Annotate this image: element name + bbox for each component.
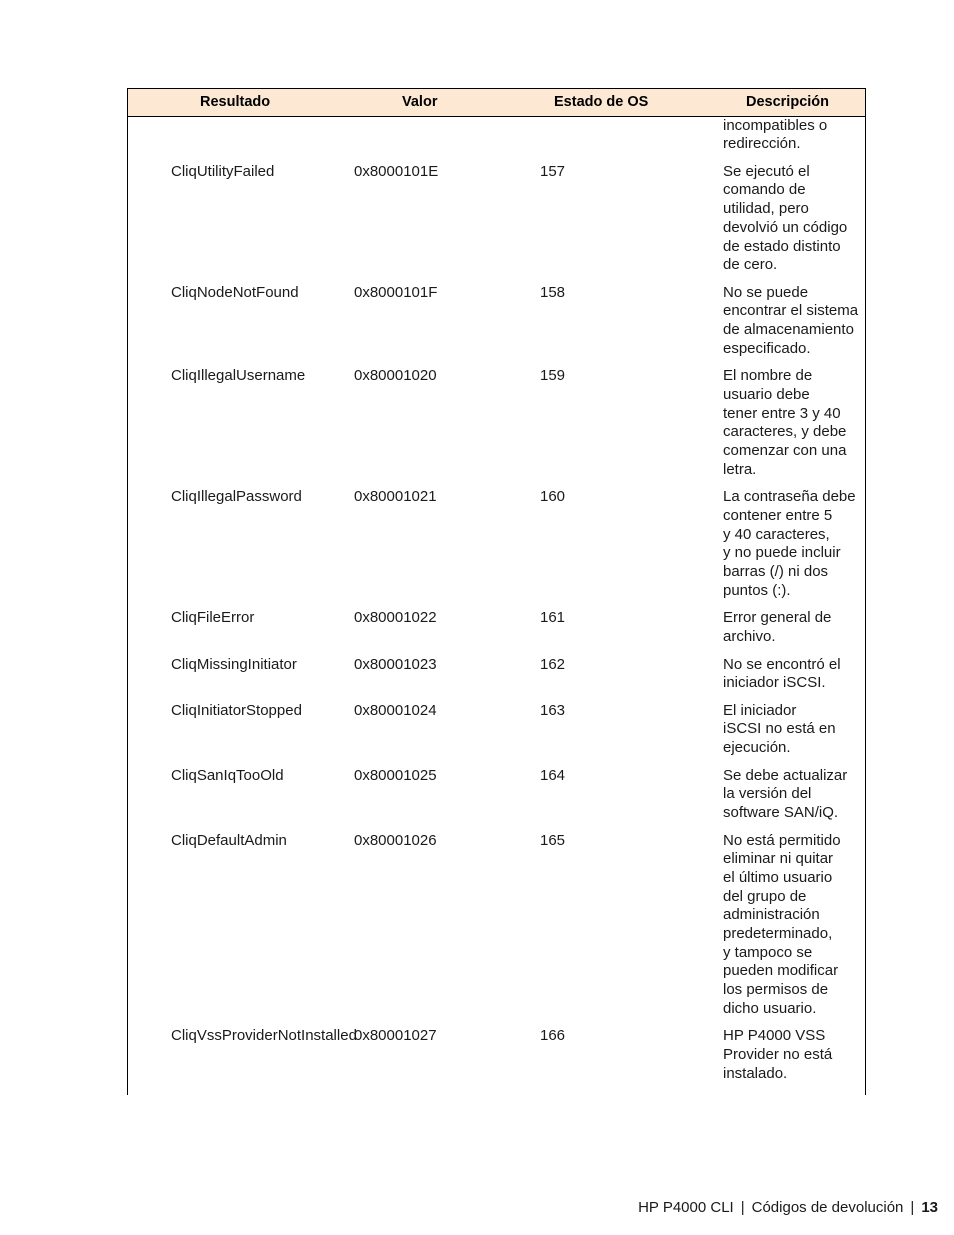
description-line: iniciador iSCSI. [723, 674, 826, 692]
description-line: archivo. [723, 628, 776, 645]
header-value: Valor [402, 94, 438, 110]
value-cell: 0x80001022 [354, 609, 437, 627]
description-line: puntos (:). [723, 581, 791, 599]
description-line: y no puede incluir [723, 544, 841, 562]
value-cell: 0x8000101E [354, 162, 439, 180]
return-codes-table [127, 88, 866, 1095]
description-line: Se ejecutó el [723, 162, 810, 180]
os-status-cell: 165 [540, 831, 566, 849]
header-result: Resultado [200, 94, 271, 110]
description-line: administración [723, 906, 820, 924]
description-line: de almacenamiento [723, 321, 854, 339]
description-line: dicho usuario. [723, 999, 817, 1017]
os-status-cell: 158 [540, 283, 566, 301]
result-cell: CliqUtilityFailed [171, 162, 275, 180]
table-header [127, 88, 866, 117]
description-line: caracteres, y debe [723, 423, 847, 441]
description-line: y 40 caracteres, [723, 525, 830, 543]
description-line: iSCSI no está en [723, 720, 836, 738]
table-left-border [127, 88, 128, 1095]
description-line: Provider no está [723, 1046, 833, 1063]
value-cell: 0x80001023 [354, 655, 437, 673]
os-status-cell: 166 [540, 1027, 566, 1045]
description-line: el último usuario [723, 868, 833, 886]
description-line: devolvió un código [723, 218, 848, 236]
value-cell: 0x80001024 [354, 701, 437, 719]
value-cell: 0x80001027 [354, 1027, 437, 1045]
value-cell: 0x8000101F [354, 283, 438, 301]
value-cell: 0x80001025 [354, 766, 437, 784]
description-line: software SAN/iQ. [723, 804, 839, 821]
os-status-cell: 157 [540, 162, 566, 180]
value-cell: 0x80001020 [354, 367, 437, 385]
table-right-border [865, 88, 866, 1095]
description-line: contener entre 5 [723, 507, 833, 524]
os-status-cell: 162 [540, 655, 566, 673]
footer-section: Códigos de devolución [751, 1199, 904, 1216]
description-line: usuario debe [723, 386, 810, 403]
description-line: No se encontró el [723, 655, 841, 673]
footer-separator: | [910, 1199, 915, 1216]
result-cell: CliqVssProviderNotInstalled [171, 1027, 357, 1045]
description-line: Error general de [723, 609, 832, 627]
description-line: HP P4000 VSS [723, 1027, 826, 1045]
header-description: Descripción [746, 94, 829, 110]
footer-title: HP P4000 CLI [638, 1199, 734, 1216]
page-number: 13 [921, 1199, 938, 1216]
description-line: No está permitido [723, 831, 841, 849]
result-cell: CliqInitiatorStopped [171, 701, 302, 719]
description-line: de cero. [723, 256, 778, 274]
description-line: El iniciador [723, 701, 797, 719]
result-cell: CliqFileError [171, 609, 255, 627]
description-line: eliminar ni quitar [723, 850, 834, 868]
description-line: La contraseña debe [723, 488, 856, 506]
continued-description-line: redirección. [723, 135, 801, 153]
description-line: del grupo de [723, 887, 807, 905]
continued-description-line: incompatibles o [723, 116, 828, 134]
description-line: No se puede [723, 283, 809, 301]
description-line: y tampoco se [723, 943, 813, 961]
description-line: comando de [723, 181, 806, 199]
os-status-cell: 159 [540, 367, 566, 385]
result-cell: CliqIllegalPassword [171, 488, 302, 506]
description-line: tener entre 3 y 40 [723, 404, 841, 422]
result-cell: CliqDefaultAdmin [171, 831, 287, 849]
description-line: Se debe actualizar [723, 766, 848, 784]
result-cell: CliqNodeNotFound [171, 283, 299, 301]
value-cell: 0x80001026 [354, 831, 437, 849]
result-cell: CliqSanIqTooOld [171, 766, 284, 784]
description-line: especificado. [723, 339, 811, 357]
description-line: El nombre de [723, 367, 813, 385]
os-status-cell: 163 [540, 701, 566, 719]
description-line: de estado distinto [723, 237, 841, 255]
result-cell: CliqMissingInitiator [171, 655, 297, 673]
description-line: los permisos de [723, 981, 829, 999]
description-line: barras (/) ni dos [723, 563, 829, 581]
os-status-cell: 164 [540, 766, 566, 784]
value-cell: 0x80001021 [354, 488, 437, 506]
footer-separator: | [740, 1199, 745, 1216]
description-line: encontrar el sistema [723, 302, 859, 320]
header-os-status: Estado de OS [554, 94, 649, 110]
description-line: predeterminado, [723, 925, 833, 942]
os-status-cell: 161 [540, 609, 566, 627]
description-line: pueden modificar [723, 962, 839, 980]
description-line: comenzar con una [723, 442, 847, 460]
os-status-cell: 160 [540, 488, 566, 506]
description-line: la versión del [723, 785, 812, 803]
page-footer [638, 1196, 938, 1220]
description-line: letra. [723, 460, 757, 478]
description-line: instalado. [723, 1064, 788, 1082]
description-line: ejecución. [723, 739, 791, 757]
description-line: utilidad, pero [723, 200, 809, 218]
result-cell: CliqIllegalUsername [171, 367, 306, 385]
